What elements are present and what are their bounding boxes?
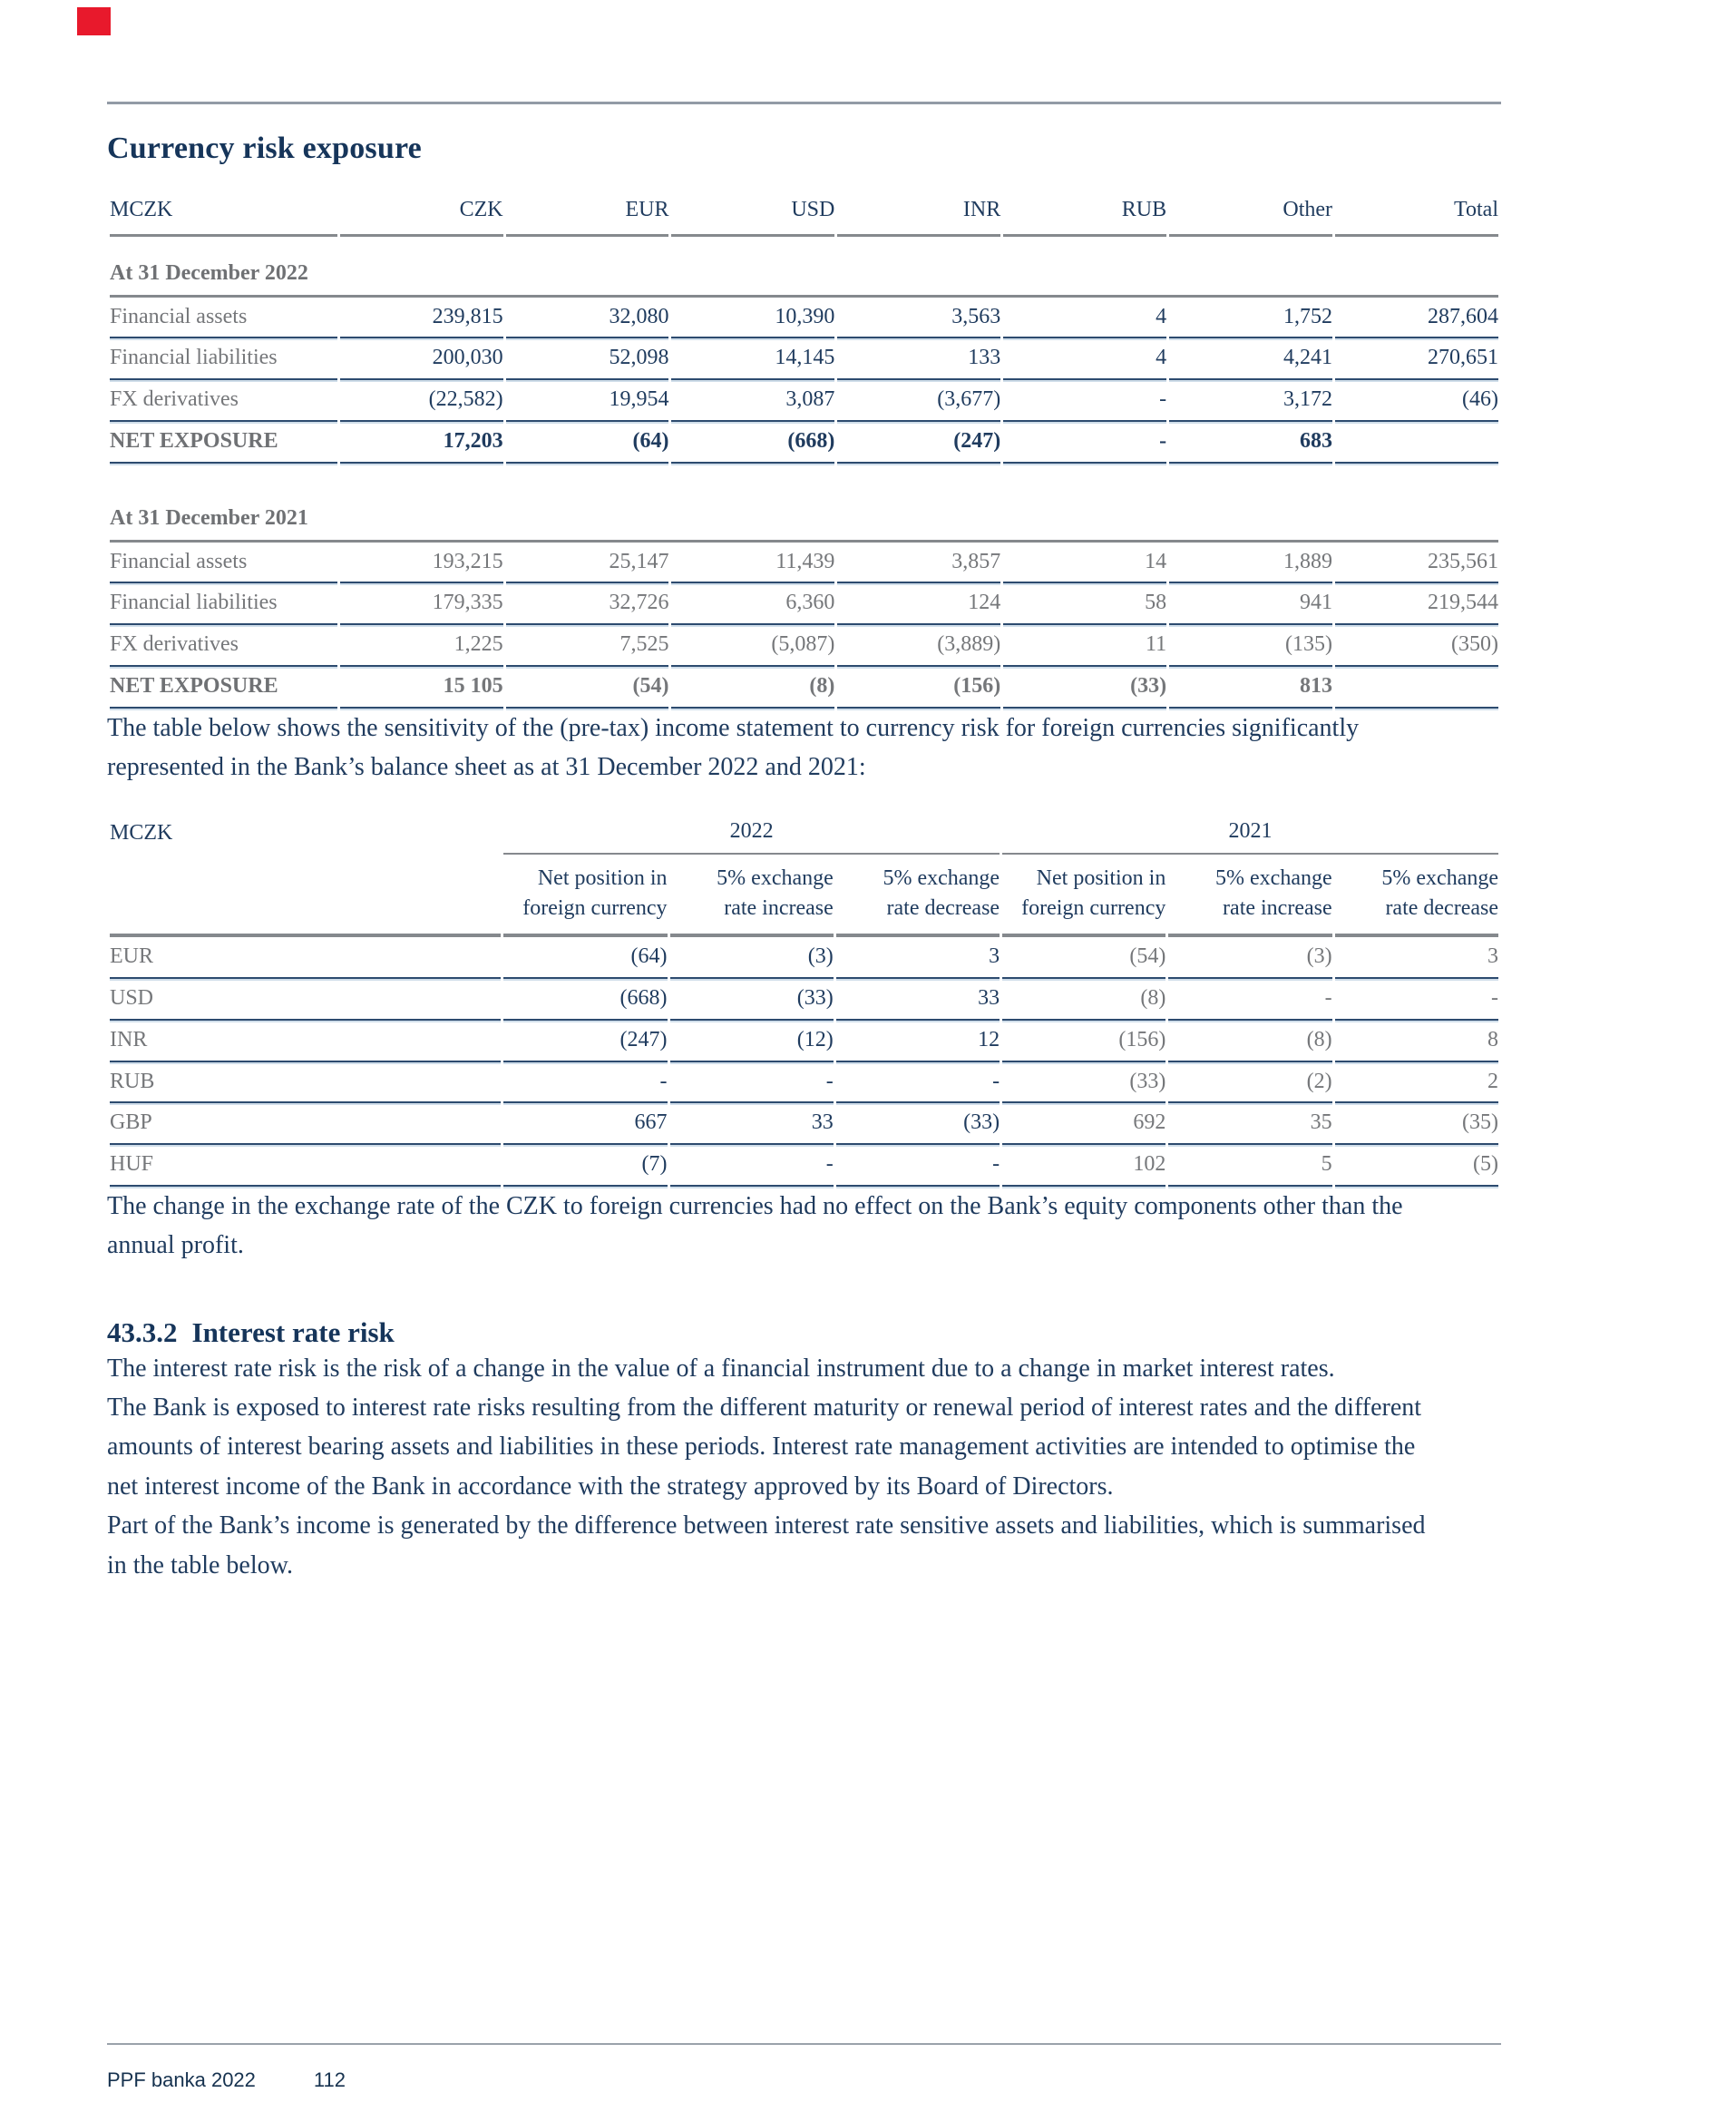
cell: 102 <box>1002 1145 1165 1187</box>
cell: (64) <box>503 937 667 979</box>
row-label: FX derivatives <box>110 380 337 422</box>
cell: 239,815 <box>340 298 503 339</box>
header-line: 5% exchange <box>717 866 834 891</box>
cell: 8 <box>1335 1021 1498 1062</box>
cell: 270,651 <box>1335 338 1498 380</box>
cell: 14 <box>1003 543 1166 584</box>
header-line: 5% exchange <box>1381 866 1498 891</box>
cell: 941 <box>1169 583 1332 625</box>
unit-label: MCZK <box>110 197 337 237</box>
heading-title: Interest rate risk <box>191 1315 395 1348</box>
cell: 667 <box>503 1103 667 1145</box>
row-label: Financial liabilities <box>110 583 337 625</box>
cell: - <box>1168 979 1331 1021</box>
table-row <box>110 298 1498 339</box>
cell: 2 <box>1335 1062 1498 1104</box>
section-caption: At 31 December 2021 <box>110 498 1498 543</box>
interest-rate-risk-definition-paragraph: The interest rate risk is the risk of a change in the value of a financial instrument due to a change in market interest rates. <box>107 1354 1335 1383</box>
cell: (54) <box>506 667 669 709</box>
row-label: Financial liabilities <box>110 338 337 380</box>
cell: 813 <box>1169 667 1332 709</box>
table-row <box>110 979 1498 1021</box>
cell: 17,203 <box>340 422 503 464</box>
table-row <box>110 1021 1498 1062</box>
section-caption-row <box>110 498 1498 543</box>
cell: 3,087 <box>671 380 834 422</box>
year-group-row <box>110 818 1498 856</box>
unit-label: MCZK <box>110 820 173 845</box>
net-exposure-row <box>110 667 1498 709</box>
page-title: Currency risk exposure <box>107 132 422 165</box>
section-caption: At 31 December 2022 <box>110 253 1498 298</box>
cell: 179,335 <box>340 583 503 625</box>
interest-rate-exposure-paragraph: The Bank is exposed to interest rate risks resulting from the different maturity or renewal period of interest rates and the different amounts of interest bearing assets and liabilities in these periods. Interest rate management activities are intended to optimise the net interest income of the Bank in accordance with the strategy approved by its Board of Directors. <box>107 1393 1422 1501</box>
column-header: EUR <box>506 197 669 237</box>
cell: 32,726 <box>506 583 669 625</box>
cell: (350) <box>1335 625 1498 667</box>
row-label: FX derivatives <box>110 625 337 667</box>
cell: 14,145 <box>671 338 834 380</box>
cell: 193,215 <box>340 543 503 584</box>
cell: - <box>836 1062 1000 1104</box>
column-header: RUB <box>1003 197 1166 237</box>
row-label: Financial assets <box>110 543 337 584</box>
sensitivity-table <box>107 818 1501 1187</box>
heading-number: 43.3.2 <box>107 1315 178 1348</box>
page-footer <box>107 2043 1501 2092</box>
cell: 3,172 <box>1169 380 1332 422</box>
column-header <box>1335 855 1498 937</box>
column-header <box>1002 855 1165 937</box>
subsection-heading <box>107 1316 1501 1349</box>
cell: (8) <box>671 667 834 709</box>
year-group-2022: 2022 <box>503 818 1000 856</box>
cell: (64) <box>506 422 669 464</box>
column-header <box>836 855 1000 937</box>
cell: (35) <box>1335 1103 1498 1145</box>
cell: (5,087) <box>671 625 834 667</box>
page-content <box>107 0 1501 1585</box>
income-difference-paragraph: Part of the Bank’s income is generated by the difference between interest rate sensitive assets and liabilities, which is summarised in the table below. <box>107 1511 1426 1579</box>
cell <box>1335 422 1498 464</box>
cell: 287,604 <box>1335 298 1498 339</box>
cell: 235,561 <box>1335 543 1498 584</box>
cell: 11 <box>1003 625 1166 667</box>
cell: 683 <box>1169 422 1332 464</box>
header-line: Net position in <box>537 866 668 891</box>
row-label: HUF <box>110 1145 501 1187</box>
cell: - <box>1335 979 1498 1021</box>
cell: (3) <box>1168 937 1331 979</box>
cell: (247) <box>837 422 1000 464</box>
table-row <box>110 583 1498 625</box>
cell: - <box>1003 422 1166 464</box>
cell: (668) <box>671 422 834 464</box>
cell: - <box>836 1145 1000 1187</box>
cell: (54) <box>1002 937 1165 979</box>
cell: 219,544 <box>1335 583 1498 625</box>
sensitivity-intro-paragraph: The table below shows the sensitivity of the (pre-tax) income statement to currency risk for foreign currencies significantly represented in the Bank’s balance sheet as at 31 December 2022 and 2021: <box>107 713 1360 782</box>
cell: 19,954 <box>506 380 669 422</box>
row-label: NET EXPOSURE <box>110 422 337 464</box>
cell: 33 <box>670 1103 834 1145</box>
top-rule <box>107 102 1501 104</box>
header-line: rate increase <box>1223 895 1332 920</box>
cell: 15 105 <box>340 667 503 709</box>
cell: - <box>1003 380 1166 422</box>
cell: (33) <box>1002 1062 1165 1104</box>
cell: (8) <box>1168 1021 1331 1062</box>
cell: 4 <box>1003 298 1166 339</box>
cell: (12) <box>670 1021 834 1062</box>
row-label: USD <box>110 979 501 1021</box>
header-line: foreign currency <box>1021 895 1166 920</box>
cell: (156) <box>1002 1021 1165 1062</box>
column-header: USD <box>671 197 834 237</box>
header-line: rate increase <box>724 895 834 920</box>
header-line: foreign currency <box>522 895 668 920</box>
cell: (7) <box>503 1145 667 1187</box>
cell: (2) <box>1168 1062 1331 1104</box>
column-header <box>670 855 834 937</box>
cell: 3,563 <box>837 298 1000 339</box>
cell: 1,752 <box>1169 298 1332 339</box>
cell: (247) <box>503 1021 667 1062</box>
cell: 32,080 <box>506 298 669 339</box>
table-row <box>110 1103 1498 1145</box>
cell: 4 <box>1003 338 1166 380</box>
currency-exposure-table <box>107 197 1501 709</box>
column-header <box>503 855 667 937</box>
footer-page-number: 112 <box>313 2068 346 2091</box>
cell: (5) <box>1335 1145 1498 1187</box>
cell: 12 <box>836 1021 1000 1062</box>
row-label: RUB <box>110 1062 501 1104</box>
row-label: EUR <box>110 937 501 979</box>
row-label: NET EXPOSURE <box>110 667 337 709</box>
cell: (3,677) <box>837 380 1000 422</box>
table-row <box>110 1145 1498 1187</box>
cell: (22,582) <box>340 380 503 422</box>
footer-brand: PPF banka 2022 <box>107 2068 256 2091</box>
header-line: 5% exchange <box>883 866 1000 891</box>
column-header: Other <box>1169 197 1332 237</box>
cell: 10,390 <box>671 298 834 339</box>
cell: - <box>503 1062 667 1104</box>
cell: 58 <box>1003 583 1166 625</box>
cell <box>1335 667 1498 709</box>
net-exposure-row <box>110 422 1498 464</box>
spacer-row <box>110 464 1498 498</box>
cell: (8) <box>1002 979 1165 1021</box>
cell: (156) <box>837 667 1000 709</box>
cell: 3,857 <box>837 543 1000 584</box>
table-row <box>110 937 1498 979</box>
column-header <box>1168 855 1331 937</box>
cell: (3,889) <box>837 625 1000 667</box>
header-line: Net position in <box>1036 866 1166 891</box>
row-label: INR <box>110 1021 501 1062</box>
cell: 4,241 <box>1169 338 1332 380</box>
cell: 3 <box>836 937 1000 979</box>
cell: (33) <box>670 979 834 1021</box>
cell: 35 <box>1168 1103 1331 1145</box>
header-line: rate decrease <box>1385 895 1498 920</box>
column-header: CZK <box>340 197 503 237</box>
table-header-row <box>110 855 1498 937</box>
cell: (33) <box>836 1103 1000 1145</box>
table-row <box>110 1062 1498 1104</box>
cell: (135) <box>1169 625 1332 667</box>
header-line: rate decrease <box>886 895 1000 920</box>
cell: 133 <box>837 338 1000 380</box>
table-header-row <box>110 197 1498 237</box>
cell: 5 <box>1168 1145 1331 1187</box>
cell: 11,439 <box>671 543 834 584</box>
cell: 3 <box>1335 937 1498 979</box>
cell: 7,525 <box>506 625 669 667</box>
spacer-row <box>110 237 1498 253</box>
cell: 124 <box>837 583 1000 625</box>
cell: - <box>670 1062 834 1104</box>
column-header: Total <box>1335 197 1498 237</box>
cell: - <box>670 1145 834 1187</box>
cell: (3) <box>670 937 834 979</box>
table-row <box>110 380 1498 422</box>
cell: 52,098 <box>506 338 669 380</box>
cell: 1,889 <box>1169 543 1332 584</box>
cell: (46) <box>1335 380 1498 422</box>
section-caption-row <box>110 253 1498 298</box>
cell: 200,030 <box>340 338 503 380</box>
spacer-cell <box>110 855 501 937</box>
column-header: INR <box>837 197 1000 237</box>
year-group-2021: 2021 <box>1002 818 1498 856</box>
brand-logo-mark <box>77 7 111 35</box>
header-line: 5% exchange <box>1215 866 1332 891</box>
table-row <box>110 543 1498 584</box>
cell: 6,360 <box>671 583 834 625</box>
cell: (33) <box>1003 667 1166 709</box>
table-row <box>110 338 1498 380</box>
cell: 692 <box>1002 1103 1165 1145</box>
cell: 25,147 <box>506 543 669 584</box>
table-row <box>110 625 1498 667</box>
cell: (668) <box>503 979 667 1021</box>
equity-effect-paragraph: The change in the exchange rate of the CZK to foreign currencies had no effect on the Bank’s equity components other than the annual profit. <box>107 1191 1403 1260</box>
cell: 33 <box>836 979 1000 1021</box>
row-label: GBP <box>110 1103 501 1145</box>
row-label: Financial assets <box>110 298 337 339</box>
cell: 1,225 <box>340 625 503 667</box>
